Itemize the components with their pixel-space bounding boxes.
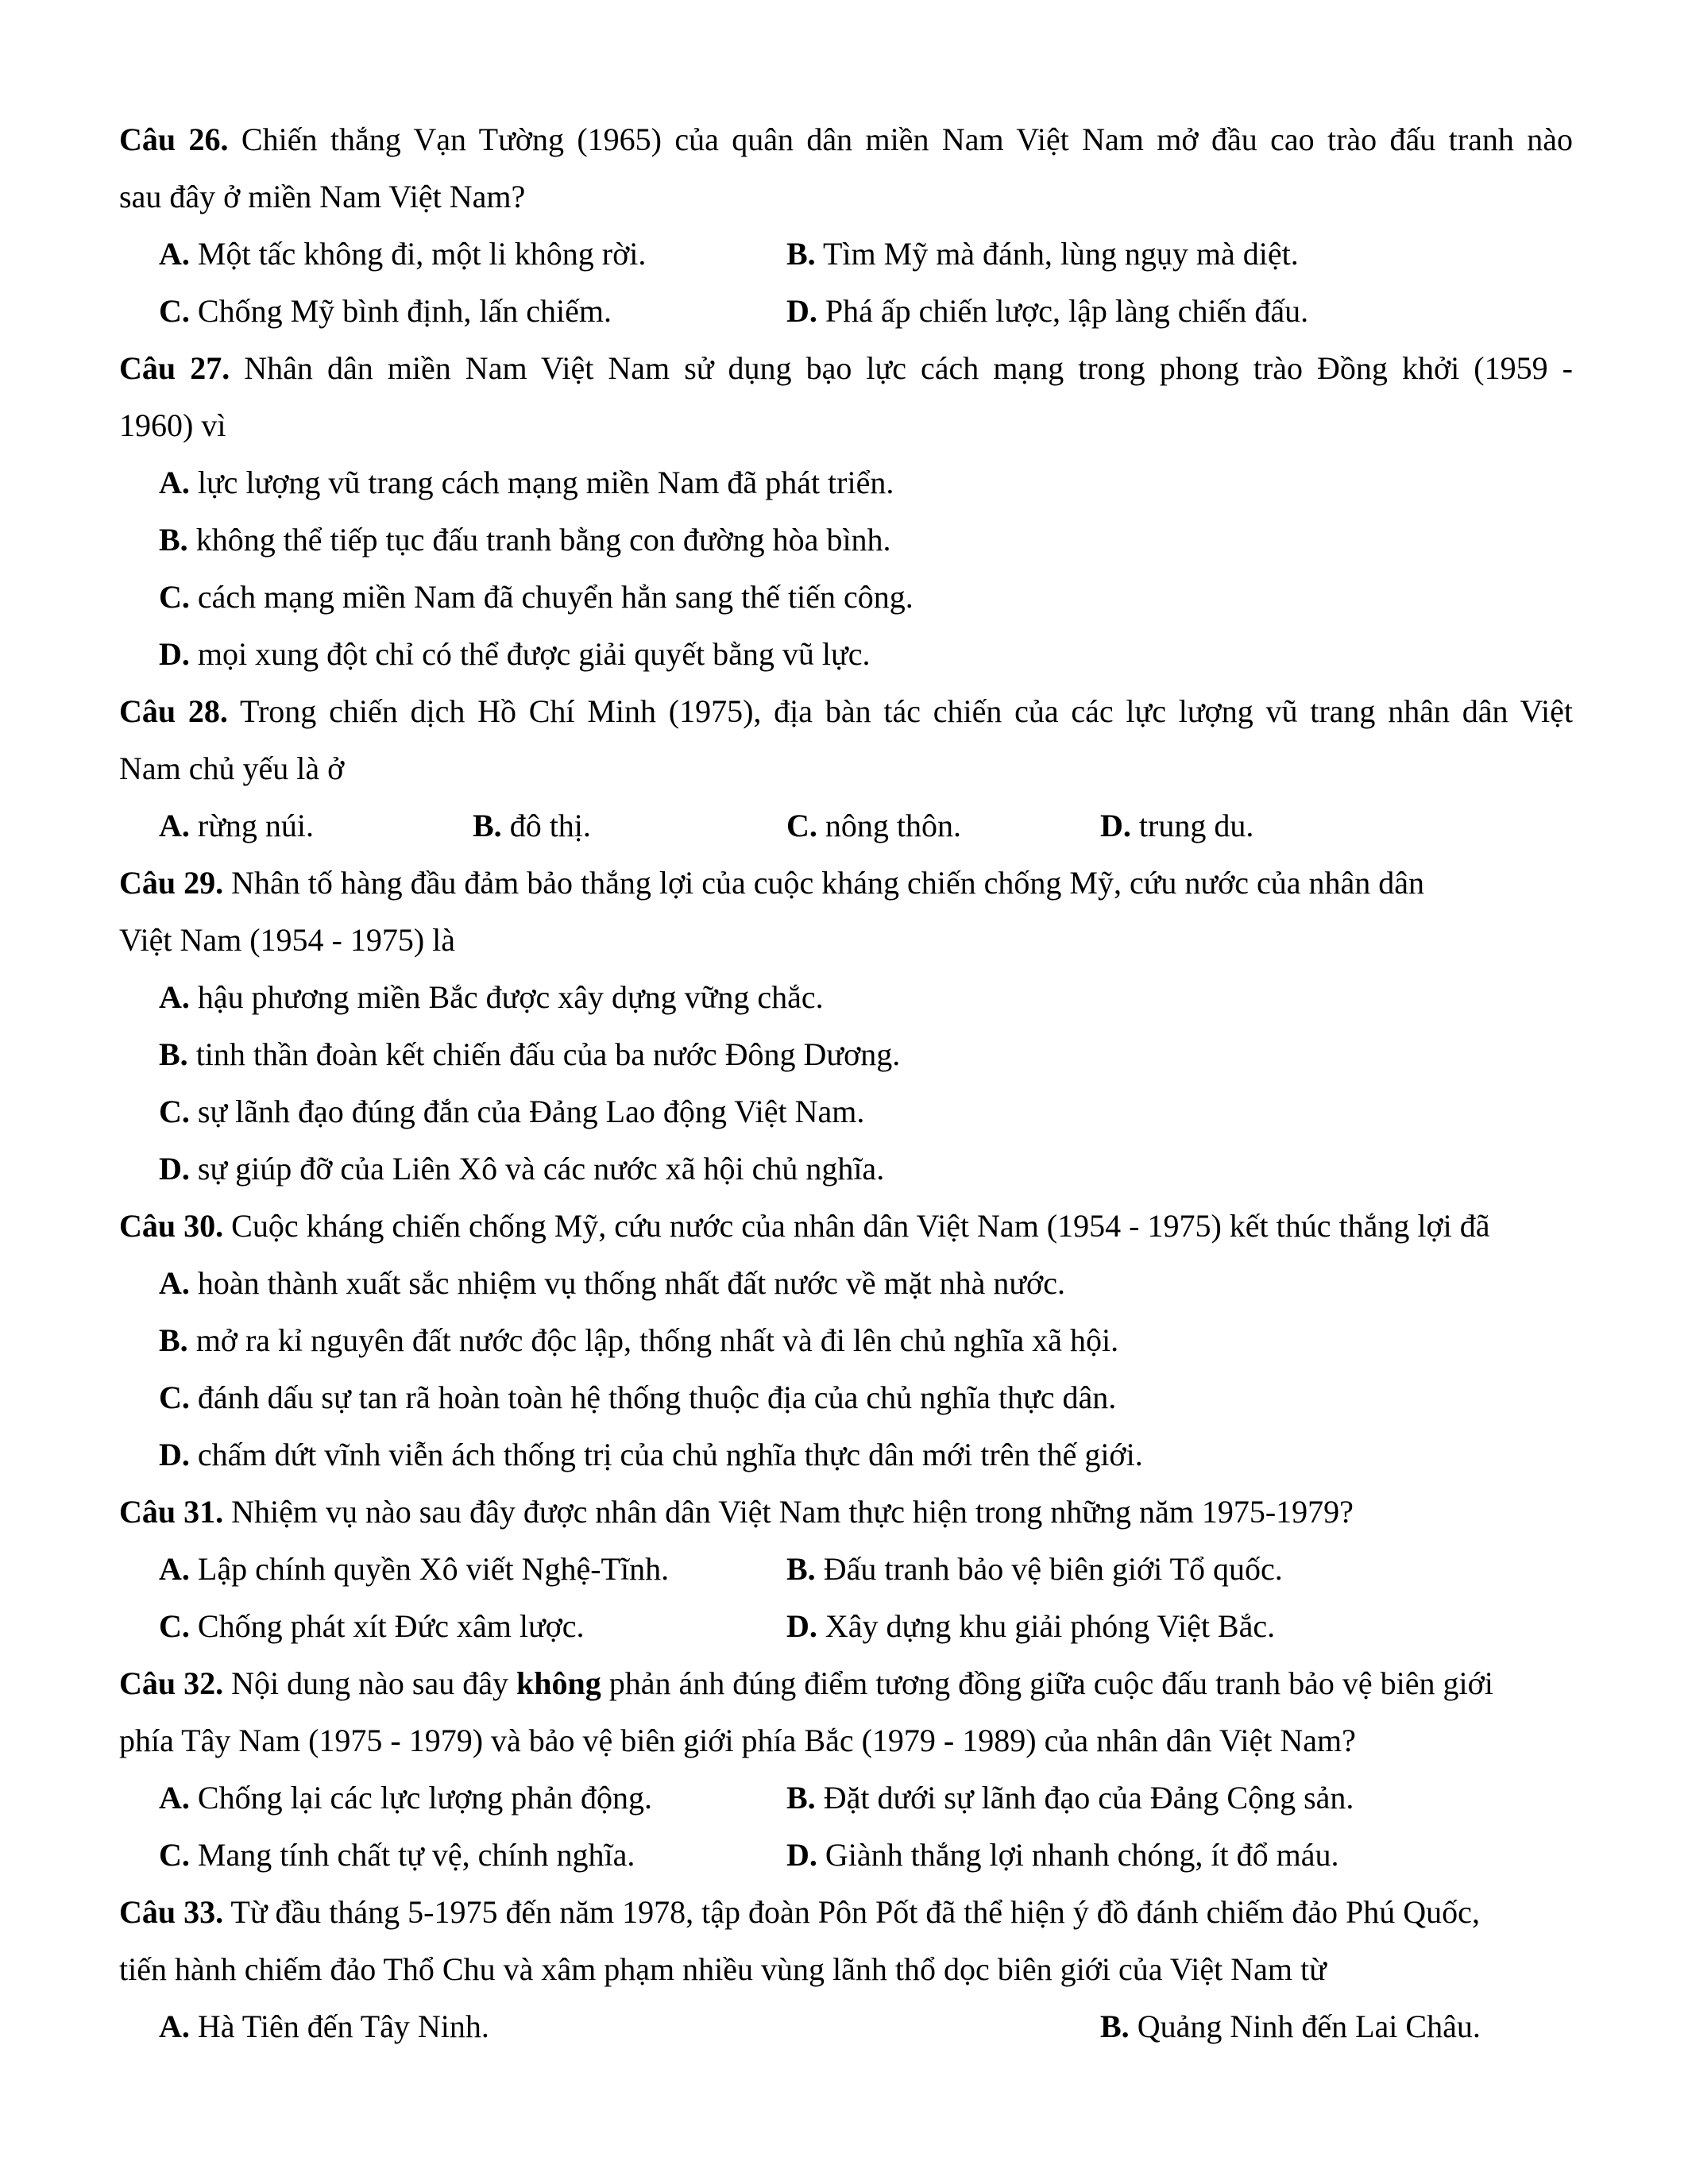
option-text: sự lãnh đạo đúng đắn của Đảng Lao động Việt Nam. [189, 1094, 865, 1129]
question-number: Câu 33. [119, 1894, 224, 1930]
option-key: D. [786, 1837, 817, 1873]
question-26-stem-line-1 [119, 111, 1573, 168]
question-30-stem-line-1 [119, 1198, 1573, 1255]
option-key: D. [786, 293, 817, 329]
option-text: Mang tính chất tự vệ, chính nghĩa. [189, 1837, 635, 1873]
option-a [159, 1769, 786, 1827]
option-text: hậu phương miền Bắc được xây dựng vững chắc. [189, 979, 824, 1015]
option-text: Lập chính quyền Xô viết Nghệ-Tĩnh. [189, 1551, 670, 1587]
question-28-stem-line-1 [119, 683, 1573, 740]
question-32-stem-line-1 [119, 1655, 1573, 1712]
option-text: Hà Tiên đến Tây Ninh. [189, 2008, 489, 2044]
question-text: Nhân dân miền Nam Việt Nam sử dụng bạo lực cách mạng trong phong trào Đồng khởi (1959 - [230, 350, 1574, 386]
option-text: sự giúp đỡ của Liên Xô và các nước xã hội chủ nghĩa. [189, 1151, 885, 1187]
option-b [786, 1769, 1354, 1827]
option-text: trung du. [1130, 808, 1254, 843]
question-32-options-row-2 [119, 1827, 1573, 1884]
option-text: tinh thần đoàn kết chiến đấu của ba nước Đông Dương. [187, 1036, 901, 1072]
option-c [159, 1598, 786, 1655]
question-text: Trong chiến dịch Hồ Chí Minh (1975), địa bàn tác chiến của các lực lượng vũ trang nhân dân Việt [227, 693, 1573, 729]
question-27-stem-line-2: 1960) vì [119, 407, 226, 443]
option-text: Đấu tranh bảo vệ biên giới Tổ quốc. [815, 1551, 1283, 1587]
option-b [119, 1312, 1573, 1369]
option-c [159, 283, 786, 340]
option-text: đánh dấu sự tan rã hoàn toàn hệ thống thuộc địa của chủ nghĩa thực dân. [189, 1379, 1117, 1415]
option-text: hoàn thành xuất sắc nhiệm vụ thống nhất đất nước về mặt nhà nước. [189, 1265, 1065, 1301]
question-text: Chiến thắng Vạn Tường (1965) của quân dân miền Nam Việt Nam mở đầu cao trào đấu tranh nào [228, 122, 1574, 157]
option-c [119, 1369, 1573, 1426]
option-key: D. [786, 1608, 817, 1644]
option-key: D. [159, 636, 190, 672]
option-key: D. [159, 1437, 190, 1472]
question-number: Câu 32. [119, 1665, 224, 1701]
option-c [119, 1083, 1573, 1140]
option-key: A. [159, 1265, 190, 1301]
exam-page [119, 111, 1573, 2055]
option-key: A. [159, 2008, 190, 2044]
question-29-stem-line-1 [119, 855, 1573, 912]
question-33-stem-line-2: tiến hành chiếm đảo Thổ Chu và xâm phạm nhiều vùng lãnh thổ dọc biên giới của Việt Nam từ [119, 1951, 1327, 1987]
option-a [159, 1541, 786, 1598]
option-key: C. [786, 808, 817, 843]
option-key: C. [159, 579, 190, 615]
question-text: phản ánh đúng điểm tương đồng giữa cuộc đấu tranh bảo vệ biên giới [601, 1665, 1493, 1701]
option-a [119, 969, 1573, 1026]
option-text: mở ra kỉ nguyên đất nước độc lập, thống nhất và đi lên chủ nghĩa xã hội. [187, 1322, 1119, 1358]
option-b [119, 511, 1573, 569]
question-text: Từ đầu tháng 5-1975 đến năm 1978, tập đoàn Pôn Pốt đã thể hiện ý đồ đánh chiếm đảo Phú Quốc, [223, 1894, 1480, 1930]
option-b [786, 226, 1299, 283]
option-a [119, 454, 1573, 511]
option-text: lực lượng vũ trang cách mạng miền Nam đã phát triển. [189, 465, 894, 500]
option-b [786, 1541, 1283, 1598]
option-text: Một tấc không đi, một li không rời. [189, 236, 647, 272]
option-text: Đặt dưới sự lãnh đạo của Đảng Cộng sản. [815, 1780, 1354, 1815]
option-key: A. [159, 1780, 190, 1815]
option-a [159, 226, 786, 283]
question-number: Câu 27. [119, 350, 230, 386]
option-c [119, 569, 1573, 626]
option-text: Tìm Mỹ mà đánh, lùng ngụy mà diệt. [815, 236, 1299, 272]
option-d [119, 1140, 1573, 1198]
question-text: Nội dung nào sau đây [223, 1665, 516, 1701]
question-number: Câu 30. [119, 1208, 224, 1244]
option-c [159, 1827, 786, 1884]
option-text: chấm dứt vĩnh viễn ách thống trị của chủ nghĩa thực dân mới trên thế giới. [189, 1437, 1143, 1472]
question-29-stem-line-2: Việt Nam (1954 - 1975) là [119, 922, 456, 958]
question-31-options-row-2 [119, 1598, 1573, 1655]
option-text: Chống phát xít Đức xâm lược. [189, 1608, 585, 1644]
question-number: Câu 29. [119, 865, 224, 901]
option-text: Giành thắng lợi nhanh chóng, ít đổ máu. [817, 1837, 1339, 1873]
option-key: A. [159, 808, 190, 843]
option-key: C. [159, 1608, 190, 1644]
question-number: Câu 31. [119, 1494, 224, 1530]
option-text: Chống Mỹ bình định, lấn chiếm. [189, 293, 612, 329]
option-d [786, 1598, 1275, 1655]
question-26-options-row-2 [119, 283, 1573, 340]
question-26-stem-line-2: sau đây ở miền Nam Việt Nam? [119, 179, 526, 214]
question-32-options-row-1 [119, 1769, 1573, 1827]
option-key: B. [473, 808, 502, 843]
option-key: C. [159, 293, 190, 329]
question-33-options-row-1 [119, 1998, 1573, 2055]
option-b [1100, 1998, 1481, 2055]
option-text: Xây dựng khu giải phóng Việt Bắc. [817, 1608, 1276, 1644]
option-text: Phá ấp chiến lược, lập làng chiến đấu. [817, 293, 1309, 329]
emphasis-word: không [516, 1665, 601, 1701]
option-text: nông thôn. [817, 808, 962, 843]
option-c [786, 797, 1100, 855]
option-d [119, 1426, 1573, 1484]
option-key: D. [159, 1151, 190, 1187]
option-a [159, 797, 473, 855]
question-26-options-row-1 [119, 226, 1573, 283]
question-31-options-row-1 [119, 1541, 1573, 1598]
option-key: B. [159, 1036, 188, 1072]
question-text: Nhiệm vụ nào sau đây được nhân dân Việt Nam thực hiện trong những năm 1975-1979? [223, 1494, 1354, 1530]
option-d [119, 626, 1573, 683]
question-33-stem-line-1 [119, 1884, 1573, 1941]
option-key: B. [786, 1780, 816, 1815]
option-key: B. [786, 1551, 816, 1587]
question-number: Câu 28. [119, 693, 228, 729]
question-text: Nhân tố hàng đầu đảm bảo thắng lợi của cuộc kháng chiến chống Mỹ, cứu nước của nhân dân [223, 865, 1425, 901]
option-key: B. [159, 1322, 188, 1358]
option-key: A. [159, 236, 190, 272]
option-text: cách mạng miền Nam đã chuyển hẳn sang thế tiến công. [189, 579, 914, 615]
option-key: C. [159, 1379, 190, 1415]
option-key: C. [159, 1094, 190, 1129]
question-28-stem-line-2: Nam chủ yếu là ở [119, 751, 345, 786]
option-text: mọi xung đột chỉ có thể được giải quyết bằng vũ lực. [189, 636, 871, 672]
option-b [119, 1026, 1573, 1083]
question-number: Câu 26. [119, 122, 229, 157]
option-text: đô thị. [501, 808, 591, 843]
option-key: B. [159, 522, 188, 558]
option-key: A. [159, 979, 190, 1015]
option-d [786, 1827, 1339, 1884]
option-key: A. [159, 465, 190, 500]
option-b [473, 797, 786, 855]
option-text: rừng núi. [189, 808, 315, 843]
option-key: A. [159, 1551, 190, 1587]
question-text: Cuộc kháng chiến chống Mỹ, cứu nước của nhân dân Việt Nam (1954 - 1975) kết thúc thắng lợi đã [223, 1208, 1490, 1244]
option-key: B. [1100, 2008, 1130, 2044]
option-key: D. [1100, 808, 1131, 843]
option-key: C. [159, 1837, 190, 1873]
option-text: không thể tiếp tục đấu tranh bằng con đường hòa bình. [187, 522, 891, 558]
option-text: Chống lại các lực lượng phản động. [189, 1780, 653, 1815]
option-a [159, 1998, 1100, 2055]
question-28-options-row [119, 797, 1573, 855]
question-31-stem-line-1 [119, 1484, 1573, 1541]
question-27-stem-line-1 [119, 340, 1573, 397]
option-d [786, 283, 1308, 340]
question-32-stem-line-2: phía Tây Nam (1975 - 1979) và bảo vệ biên giới phía Bắc (1979 - 1989) của nhân dân Việt Nam? [119, 1723, 1356, 1758]
option-key: B. [786, 236, 816, 272]
option-a [119, 1255, 1573, 1312]
option-text: Quảng Ninh đến Lai Châu. [1129, 2008, 1481, 2044]
option-d [1100, 797, 1253, 855]
